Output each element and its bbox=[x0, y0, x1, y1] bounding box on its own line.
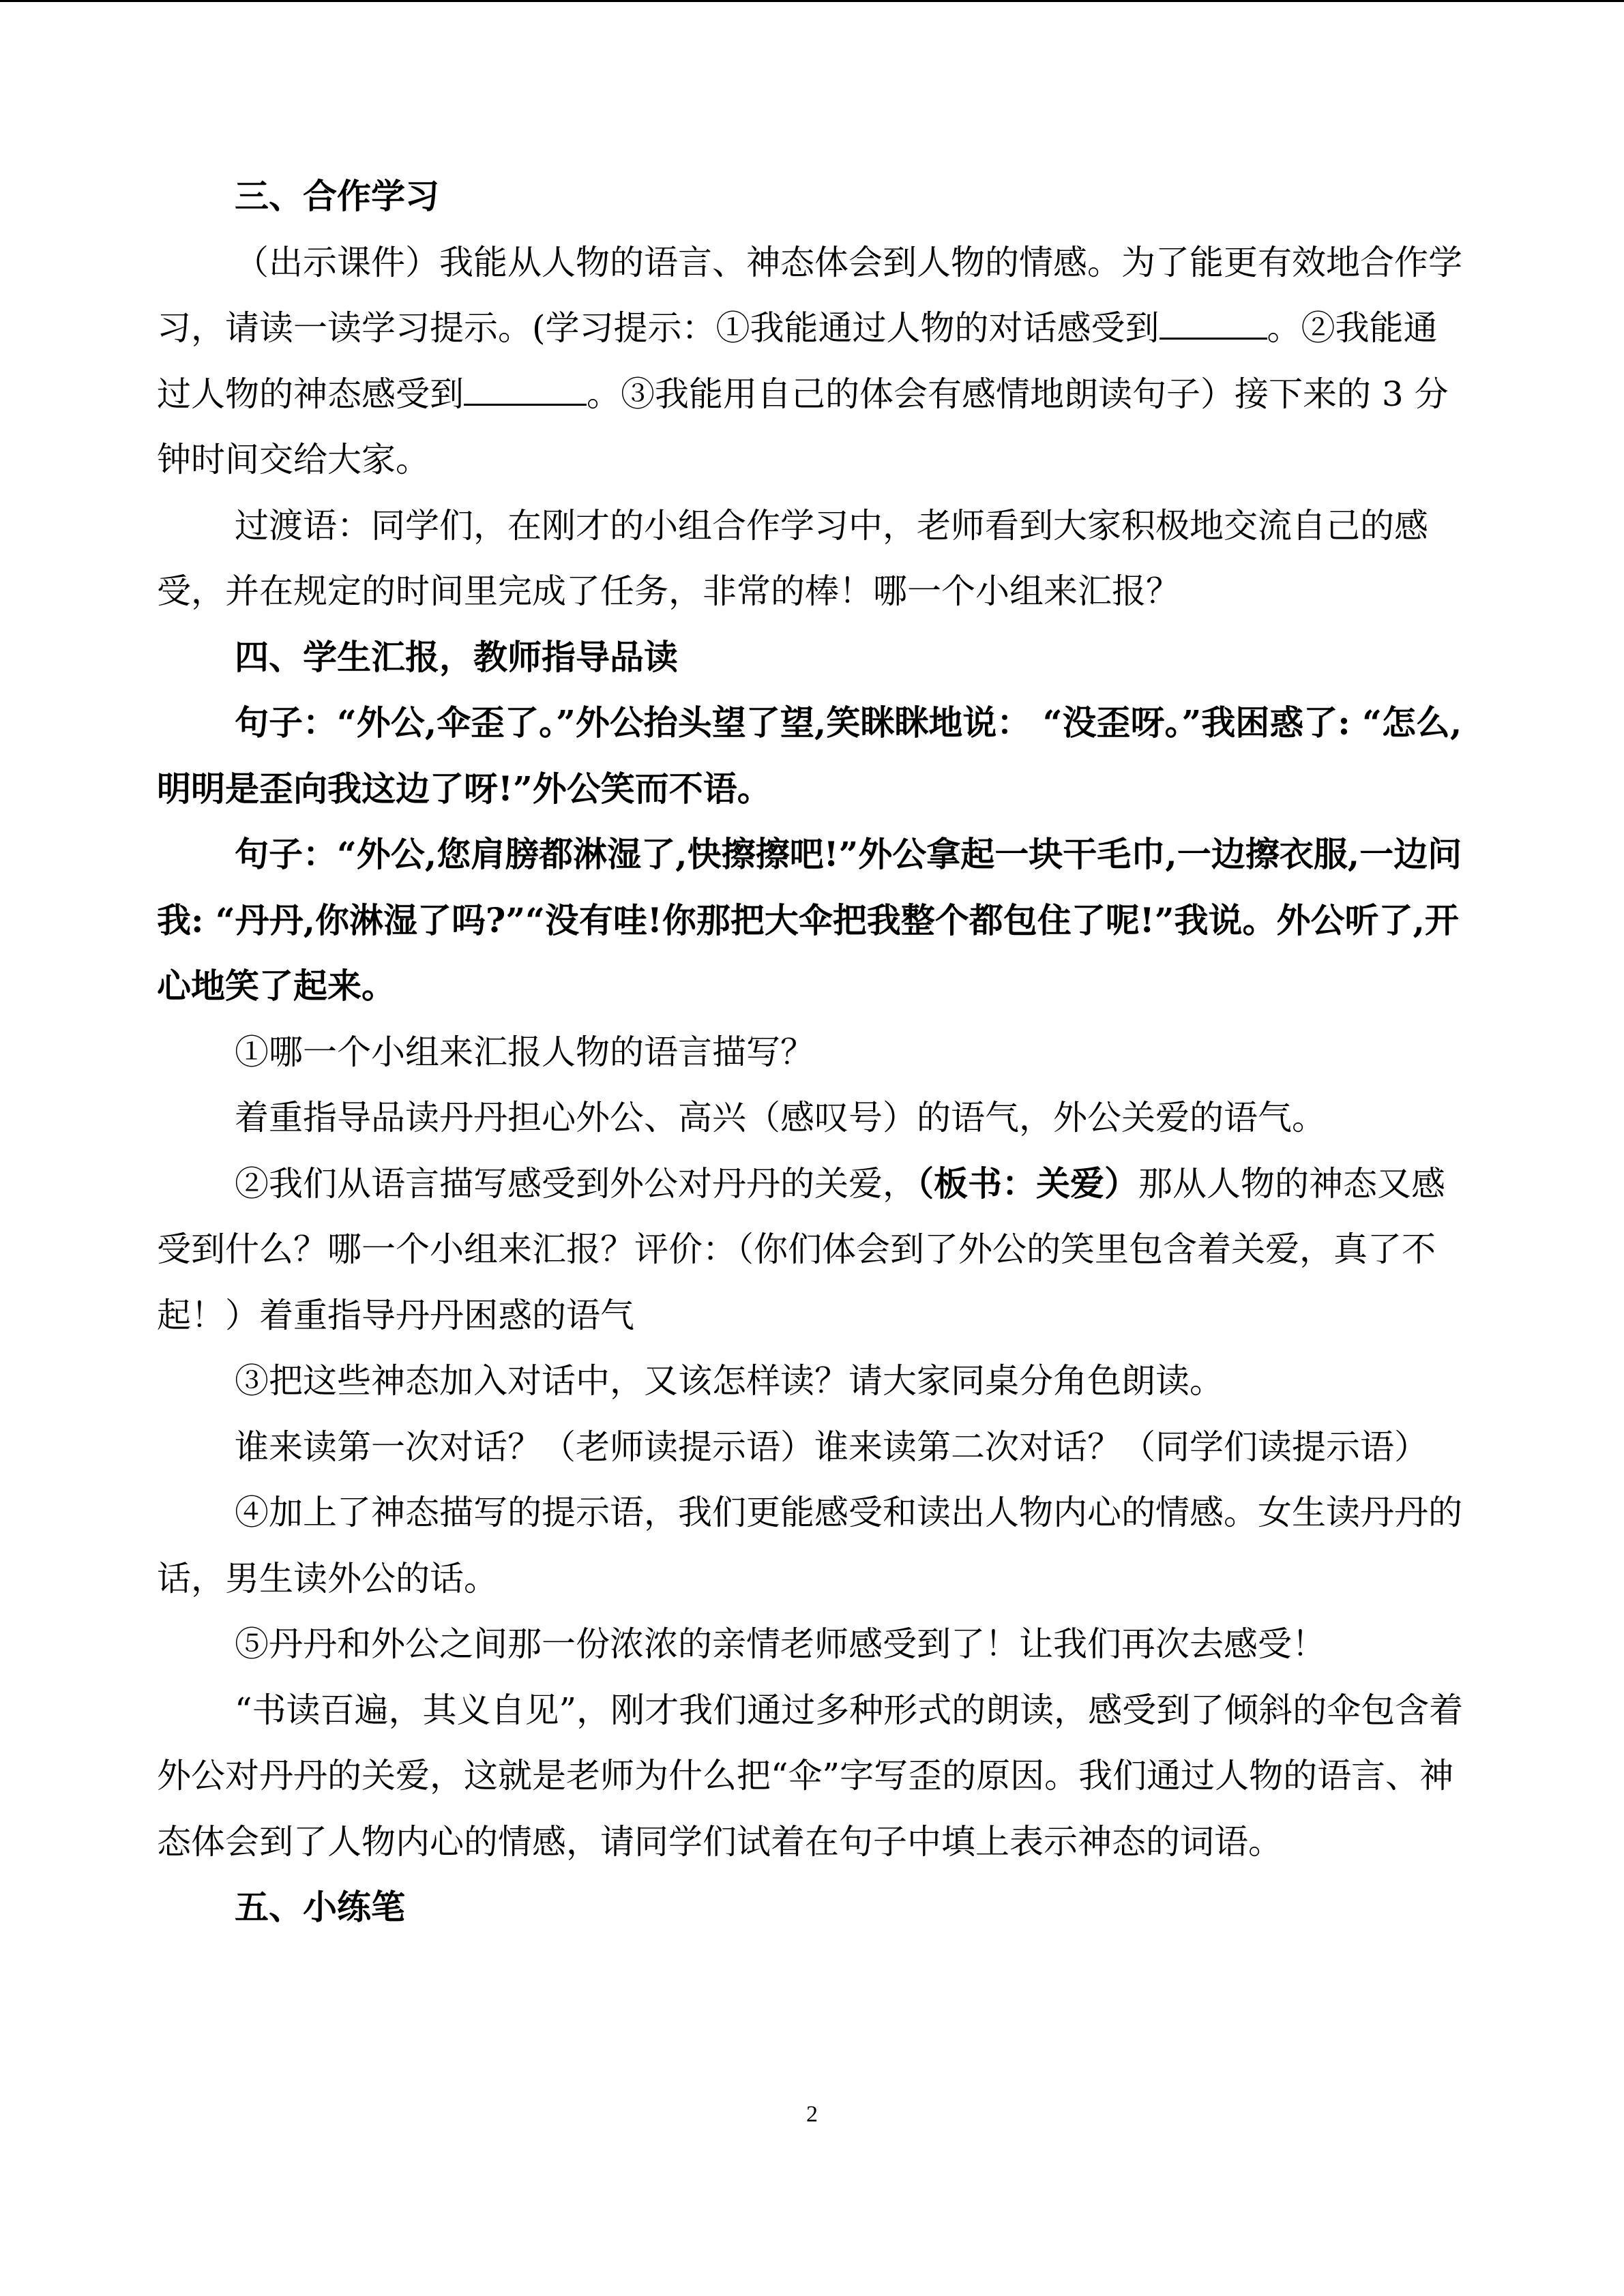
question-2-text-part1: ②我们从语言描写感受到外公对丹丹的关爱， bbox=[235, 1163, 917, 1204]
paragraph-transition: 过渡语：同学们，在刚才的小组合作学习中，老师看到大家积极地交流自己的感受，并在规定的时间里完成了任务，非常的棒！哪一个小组来汇报？ bbox=[157, 505, 1428, 611]
paragraph-question-3-detail: 谁来读第一次对话？（老师读提示语）谁来读第二次对话？（同学们读提示语） bbox=[235, 1427, 1428, 1467]
paragraph-sentence-1: 句子：“外公,伞歪了。”外公抬头望了望,笑眯眯地说： “没歪呀。”我困惑了: “怎么,明明是歪向我这边了呀!”外公笑而不语。 bbox=[157, 702, 1462, 809]
paragraph-study-tips bbox=[157, 230, 1466, 493]
paragraph-question-2 bbox=[157, 1151, 1466, 1349]
page-number: 2 bbox=[806, 2102, 818, 2127]
study-tips-text-part1: （出示课件）我能从人物的语言、神态体会到人物的情感。为了能更有效地合作学习，请读一读学习提示。(学习提示：①我能通过人物的对话感受到 bbox=[157, 242, 1462, 348]
paragraph-summary: “书读百遍，其义自见”，刚才我们通过多种形式的朗读，感受到了倾斜的伞包含着外公对丹丹的关爱，这就是老师为什么把“伞”字写歪的原因。我们通过人物的语言、神态体会到了人物内心的情感，请同学们试着在句子中填上表示神态的词语。 bbox=[157, 1690, 1464, 1862]
fill-blank-1 bbox=[1160, 308, 1267, 340]
paragraph-question-4: ④加上了神态描写的提示语，我们更能感受和读出人物内心的情感。女生读丹丹的话，男生读外公的话。 bbox=[157, 1493, 1462, 1598]
study-tips-text-part3: 。③我能用自己的体会有感情地朗读句子）接下来的 3 分钟时间交给大家。 bbox=[157, 374, 1449, 479]
paragraph-question-3: ③把这些神态加入对话中，又该怎样读？请大家同桌分角色朗读。 bbox=[235, 1361, 1224, 1401]
study-tips-text-part2: 。②我能通过人物的神态感受到 bbox=[157, 308, 1438, 414]
fill-blank-2 bbox=[464, 374, 587, 406]
document-page bbox=[157, 164, 1466, 1941]
question-2-text-part2: 那从人物的神态又感受到什么？哪一个小组来汇报？评价：（你们体会到了外公的笑里包含着关爱，真了不起！）着重指导丹丹困惑的语气 bbox=[157, 1163, 1445, 1335]
section-heading-student-report: 四、学生汇报，教师指导品读 bbox=[235, 636, 678, 677]
blackboard-note: （板书：关爱） bbox=[917, 1163, 1138, 1204]
paragraph-sentence-2: 句子：“外公,您肩膀都淋湿了,快擦擦吧!”外公拿起一块干毛巾,一边擦衣服,一边问我: “丹丹,你淋湿了吗?”“没有哇!你那把大伞把我整个都包住了呢!”我说。外公听了,开心地笑了起来。 bbox=[157, 834, 1462, 1006]
section-heading-cooperative-learning: 三、合作学习 bbox=[235, 176, 439, 216]
paragraph-question-1-guide: 着重指导品读丹丹担心外公、高兴（感叹号）的语气，外公关爱的语气。 bbox=[235, 1098, 1326, 1137]
paragraph-question-1: ①哪一个小组来汇报人物的语言描写？ bbox=[235, 1032, 814, 1072]
top-border-line bbox=[0, 0, 1624, 2]
section-heading-writing-practice: 五、小练笔 bbox=[235, 1887, 405, 1927]
paragraph-question-5: ⑤丹丹和外公之间那一份浓浓的亲情老师感受到了！让我们再次去感受！ bbox=[235, 1624, 1326, 1664]
